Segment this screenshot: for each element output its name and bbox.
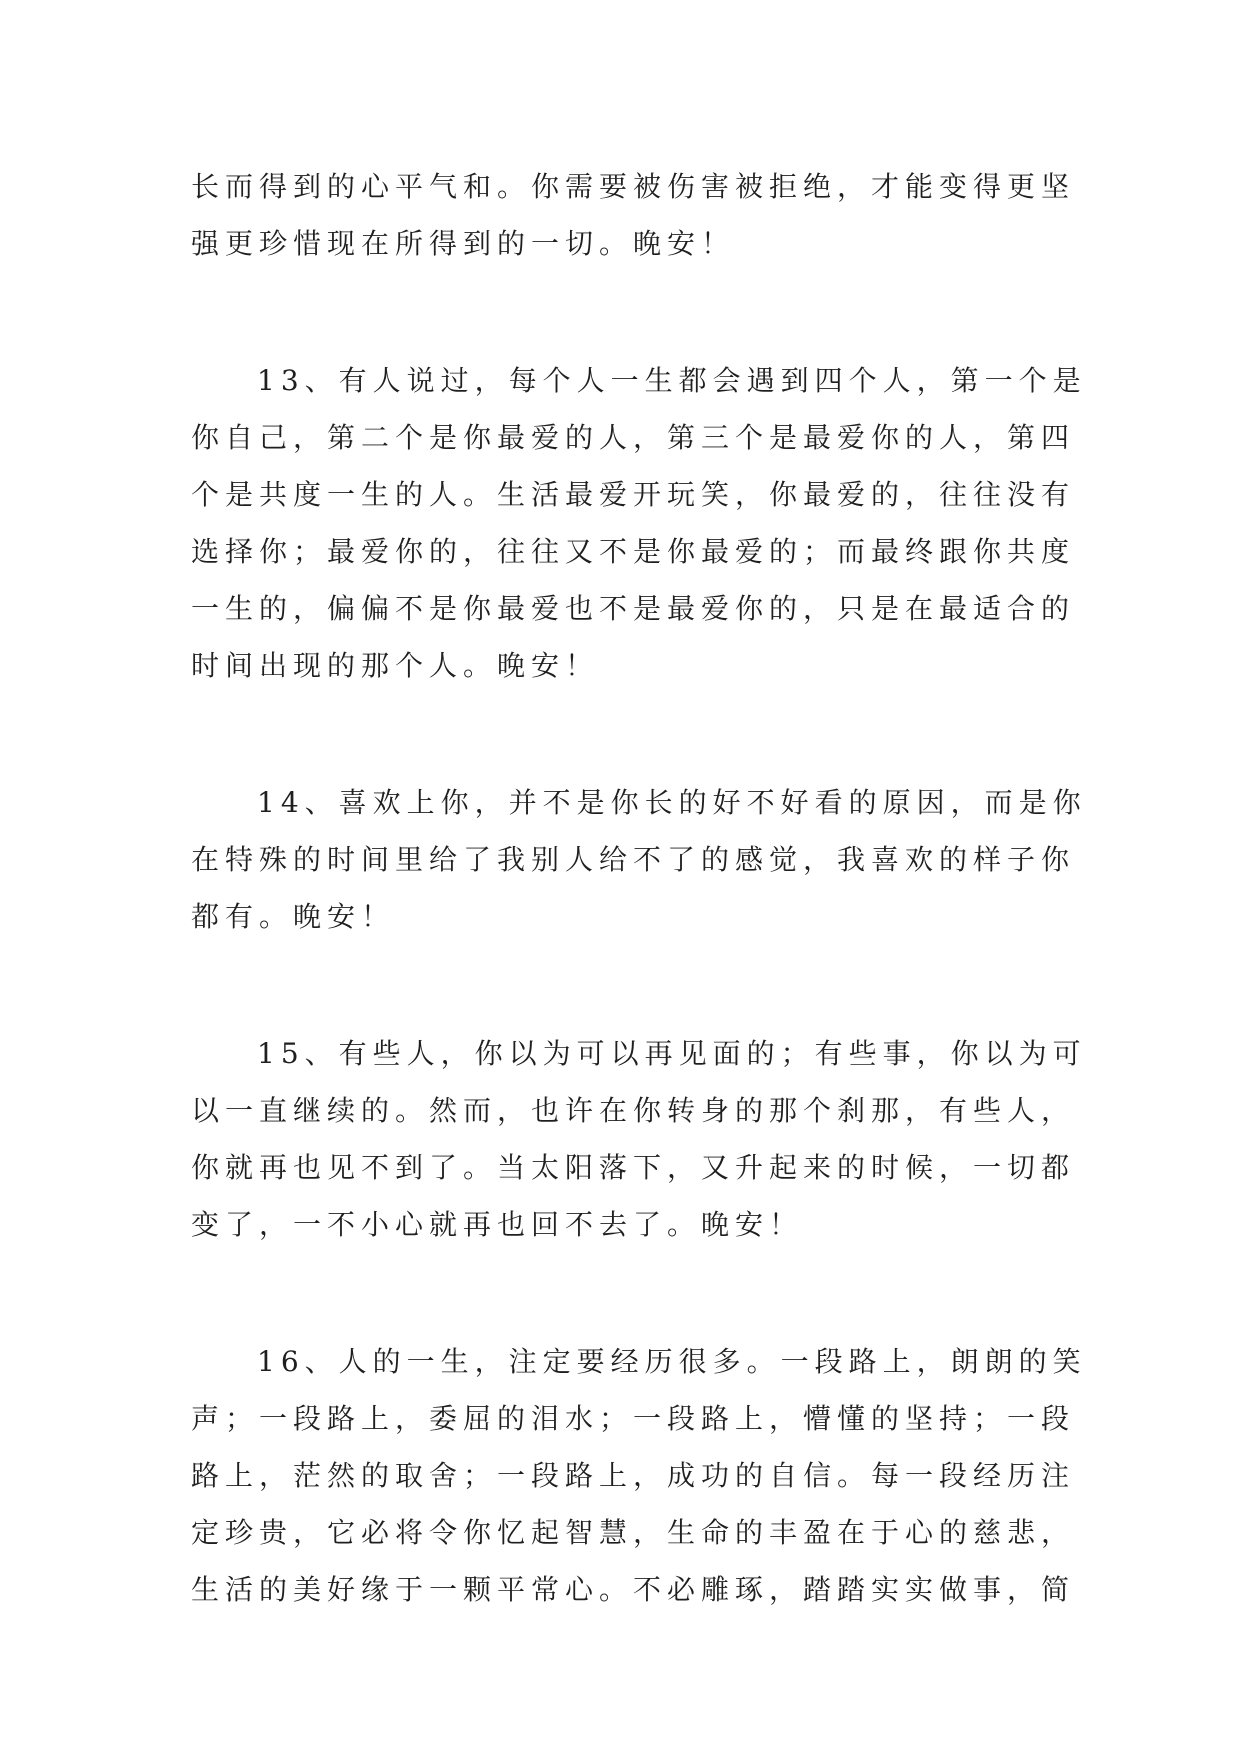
paragraph-spacer xyxy=(191,694,1051,774)
text-line: 在特殊的时间里给了我别人给不了的感觉，我喜欢的样子你 xyxy=(191,843,1076,876)
text-line: 定珍贵，它必将令你忆起智慧，生命的丰盈在于心的慈悲， xyxy=(191,1516,1076,1549)
paragraph-15 xyxy=(191,1025,1087,1253)
text-line: 14、喜欢上你，并不是你长的好不好看的原因，而是你 xyxy=(257,786,1087,819)
document-body xyxy=(191,158,1087,1618)
text-line: 时间出现的那个人。晚安！ xyxy=(191,649,600,682)
text-line: 路上，茫然的取舍；一段路上，成功的自信。每一段经历注 xyxy=(191,1459,1076,1492)
paragraph-16 xyxy=(191,1333,1087,1618)
text-line: 选择你；最爱你的，往往又不是你最爱的；而最终跟你共度 xyxy=(191,535,1076,568)
text-line: 你自己，第二个是你最爱的人，第三个是最爱你的人，第四 xyxy=(191,421,1076,454)
paragraph-13 xyxy=(191,352,1087,694)
paragraph-continued xyxy=(191,158,1076,272)
text-line: 一生的，偏偏不是你最爱也不是最爱你的，只是在最适合的 xyxy=(191,592,1076,625)
text-line: 以一直继续的。然而，也许在你转身的那个刹那，有些人， xyxy=(191,1094,1076,1127)
text-line: 你就再也见不到了。当太阳落下，又升起来的时候，一切都 xyxy=(191,1151,1076,1184)
text-line: 都有。晚安！ xyxy=(191,900,396,933)
text-line: 生活的美好缘于一颗平常心。不必雕琢，踏踏实实做事，简 xyxy=(191,1573,1076,1606)
paragraph-14 xyxy=(191,774,1087,945)
text-line: 个是共度一生的人。生活最爱开玩笑，你最爱的，往往没有 xyxy=(191,478,1076,511)
text-line: 16、人的一生，注定要经历很多。一段路上，朗朗的笑 xyxy=(257,1345,1087,1378)
text-line: 强更珍惜现在所得到的一切。晚安！ xyxy=(191,227,736,260)
text-line: 长而得到的心平气和。你需要被伤害被拒绝，才能变得更坚 xyxy=(191,170,1076,203)
paragraph-spacer xyxy=(191,1253,1051,1333)
text-line: 15、有些人，你以为可以再见面的；有些事，你以为可 xyxy=(257,1037,1087,1070)
text-line: 变了，一不小心就再也回不去了。晚安！ xyxy=(191,1208,804,1241)
paragraph-spacer xyxy=(191,945,1051,1025)
text-line: 声；一段路上，委屈的泪水；一段路上，懵懂的坚持；一段 xyxy=(191,1402,1076,1435)
paragraph-spacer xyxy=(191,272,1051,352)
text-line: 13、有人说过，每个人一生都会遇到四个人，第一个是 xyxy=(257,364,1087,397)
